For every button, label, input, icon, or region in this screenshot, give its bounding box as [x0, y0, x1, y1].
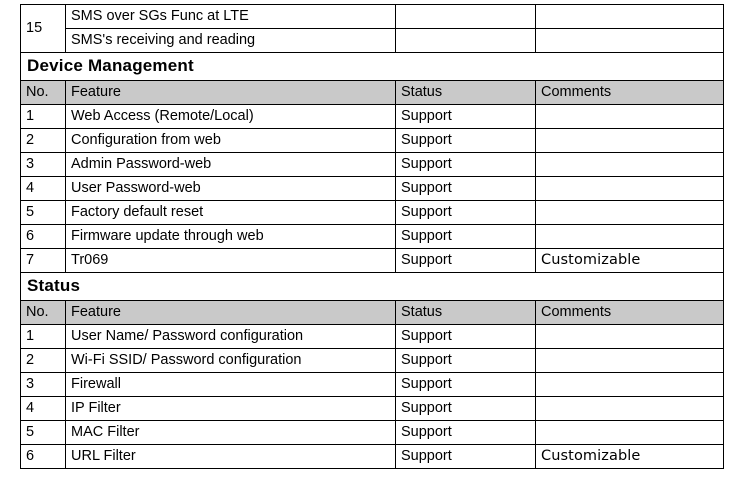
row-feature: Firewall	[66, 373, 396, 397]
table-row	[21, 29, 724, 53]
table-row	[21, 105, 724, 129]
row-number: 5	[21, 421, 66, 445]
row-comments: Customizable	[536, 445, 724, 469]
row-number: 2	[21, 349, 66, 373]
table-row	[21, 5, 724, 29]
table-row	[21, 421, 724, 445]
column-header-comments: Comments	[536, 81, 724, 105]
table-row	[21, 201, 724, 225]
row-number: 1	[21, 325, 66, 349]
row-number: 3	[21, 373, 66, 397]
column-header-row	[21, 301, 724, 325]
row-number: 2	[21, 129, 66, 153]
section-header-status	[21, 273, 724, 301]
row-number: 15	[21, 5, 66, 53]
row-status: Support	[396, 421, 536, 445]
specification-table	[20, 4, 724, 469]
row-feature: Wi-Fi SSID/ Password configuration	[66, 349, 396, 373]
row-status	[396, 29, 536, 53]
row-status: Support	[396, 249, 536, 273]
row-status: Support	[396, 225, 536, 249]
row-comments	[536, 421, 724, 445]
column-header-no: No.	[21, 301, 66, 325]
column-header-row	[21, 81, 724, 105]
row-comments	[536, 29, 724, 53]
column-header-status: Status	[396, 301, 536, 325]
row-comments: Customizable	[536, 249, 724, 273]
row-status: Support	[396, 129, 536, 153]
table-row	[21, 177, 724, 201]
row-feature: Admin Password-web	[66, 153, 396, 177]
row-status: Support	[396, 397, 536, 421]
row-comments	[536, 201, 724, 225]
row-status	[396, 5, 536, 29]
row-status: Support	[396, 349, 536, 373]
table-row	[21, 349, 724, 373]
row-comments	[536, 349, 724, 373]
row-feature: Tr069	[66, 249, 396, 273]
section-title: Status	[21, 273, 724, 301]
column-header-comments: Comments	[536, 301, 724, 325]
row-feature: User Name/ Password configuration	[66, 325, 396, 349]
row-number: 6	[21, 225, 66, 249]
column-header-status: Status	[396, 81, 536, 105]
row-comments	[536, 5, 724, 29]
row-number: 7	[21, 249, 66, 273]
row-comments	[536, 325, 724, 349]
row-feature: User Password-web	[66, 177, 396, 201]
row-comments	[536, 373, 724, 397]
column-header-no: No.	[21, 81, 66, 105]
row-number: 1	[21, 105, 66, 129]
row-status: Support	[396, 445, 536, 469]
table-row	[21, 129, 724, 153]
row-number: 4	[21, 397, 66, 421]
row-feature: MAC Filter	[66, 421, 396, 445]
row-status: Support	[396, 201, 536, 225]
row-feature: Firmware update through web	[66, 225, 396, 249]
row-comments	[536, 397, 724, 421]
table-row	[21, 249, 724, 273]
row-feature: Factory default reset	[66, 201, 396, 225]
row-comments	[536, 177, 724, 201]
row-feature: Web Access (Remote/Local)	[66, 105, 396, 129]
column-header-feature: Feature	[66, 301, 396, 325]
section-header-device-management	[21, 53, 724, 81]
row-comments	[536, 129, 724, 153]
row-feature: Configuration from web	[66, 129, 396, 153]
row-status: Support	[396, 325, 536, 349]
row-number: 3	[21, 153, 66, 177]
row-comments	[536, 105, 724, 129]
row-number: 4	[21, 177, 66, 201]
row-comments	[536, 153, 724, 177]
row-feature: SMS's receiving and reading	[66, 29, 396, 53]
row-status: Support	[396, 105, 536, 129]
section-title: Device Management	[21, 53, 724, 81]
table-row	[21, 373, 724, 397]
table-row	[21, 325, 724, 349]
row-feature: IP Filter	[66, 397, 396, 421]
row-feature: SMS over SGs Func at LTE	[66, 5, 396, 29]
row-number: 5	[21, 201, 66, 225]
row-number: 6	[21, 445, 66, 469]
row-comments	[536, 225, 724, 249]
row-status: Support	[396, 153, 536, 177]
column-header-feature: Feature	[66, 81, 396, 105]
row-status: Support	[396, 177, 536, 201]
table-row	[21, 397, 724, 421]
table-row	[21, 445, 724, 469]
row-feature: URL Filter	[66, 445, 396, 469]
row-status: Support	[396, 373, 536, 397]
table-row	[21, 225, 724, 249]
table-row	[21, 153, 724, 177]
